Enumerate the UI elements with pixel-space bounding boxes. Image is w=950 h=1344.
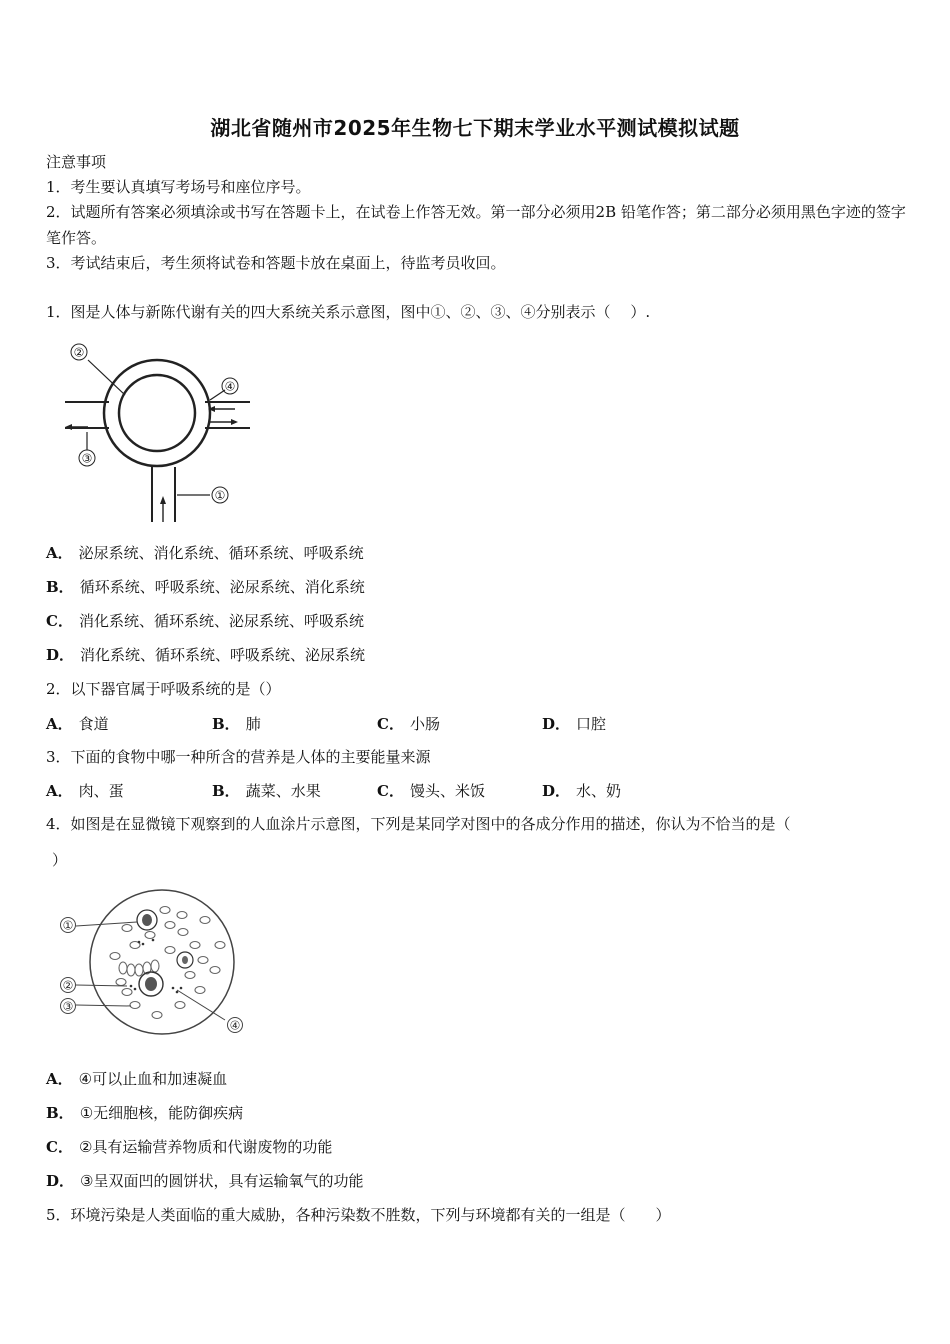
question-4-stem: 4．如图是在显微镜下观察到的人血涂片示意图，下列是某同学对图中的各成分作用的描述，你认为不恰当的是（ <box>46 815 791 833</box>
question-2-stem: 2．以下器官属于呼吸系统的是（） <box>46 680 281 698</box>
question-1-stem: 1．图是人体与新陈代谢有关的四大系统关系示意图，图中①、②、③、④分别表示（ ）. <box>46 303 651 321</box>
question-4-stem-cont: ） <box>52 851 68 869</box>
question-3-option-d: D． 水、奶 <box>542 782 622 800</box>
question-2-option-d: D． 口腔 <box>542 715 607 733</box>
metabolism-systems-diagram <box>60 340 260 530</box>
question-2-option-c: C． 小肠 <box>377 715 440 733</box>
notice-item-1: 1．考生要认真填写考场号和座位序号。 <box>46 178 311 196</box>
question-1-option-a: A． 泌尿系统、消化系统、循环系统、呼吸系统 <box>46 544 364 562</box>
diagram-label-2: ② <box>73 345 85 360</box>
notice-item-2: 2．试题所有答案必须填涂或书写在答题卡上，在试卷上作答无效。第一部分必须用2B 铅笔作答；第二部分必须用黑色字迹的签字笔作答。 <box>46 203 906 247</box>
question-1-option-c: C． 消化系统、循环系统、泌尿系统、呼吸系统 <box>46 612 364 630</box>
smear-label-4: ④ <box>229 1018 241 1033</box>
smear-label-3: ③ <box>62 999 74 1014</box>
question-4-option-b: B． ①无细胞核，能防御疾病 <box>46 1104 244 1122</box>
notice-heading: 注意事项 <box>46 153 107 171</box>
question-4-option-c: C． ②具有运输营养物质和代谢废物的功能 <box>46 1138 333 1156</box>
question-1-option-d: D． 消化系统、循环系统、呼吸系统、泌尿系统 <box>46 646 366 664</box>
question-4-option-a: A． ④可以止血和加速凝血 <box>46 1070 228 1088</box>
question-3-option-c: C． 馒头、米饭 <box>377 782 485 800</box>
question-3-stem: 3．下面的食物中哪一种所含的营养是人体的主要能量来源 <box>46 748 431 766</box>
notice-item-3: 3．考试结束后，考生须将试卷和答题卡放在桌面上，待监考员收回。 <box>46 254 506 272</box>
blood-smear-diagram <box>55 890 250 1040</box>
diagram-ring-inner <box>119 375 195 451</box>
diagram-label-1: ① <box>214 488 226 503</box>
question-4-option-d: D． ③呈双面凹的圆饼状，具有运输氧气的功能 <box>46 1172 364 1190</box>
diagram-label-4: ④ <box>224 379 236 394</box>
smear-label-1: ① <box>62 918 74 933</box>
diagram-label-3: ③ <box>81 451 93 466</box>
question-2-option-a: A． 食道 <box>46 715 109 733</box>
question-2-option-b: B． 肺 <box>212 715 261 733</box>
question-3-option-a: A． 肉、蛋 <box>46 782 124 800</box>
question-5-stem: 5．环境污染是人类面临的重大威胁，各种污染数不胜数，下列与环境都有关的一组是（ ） <box>46 1206 671 1224</box>
question-3-option-b: B． 蔬菜、水果 <box>212 782 321 800</box>
page-title: 湖北省随州市2025年生物七下期末学业水平测试模拟试题 <box>210 116 740 140</box>
question-1-option-b: B． 循环系统、呼吸系统、泌尿系统、消化系统 <box>46 578 365 596</box>
smear-label-2: ② <box>62 978 74 993</box>
